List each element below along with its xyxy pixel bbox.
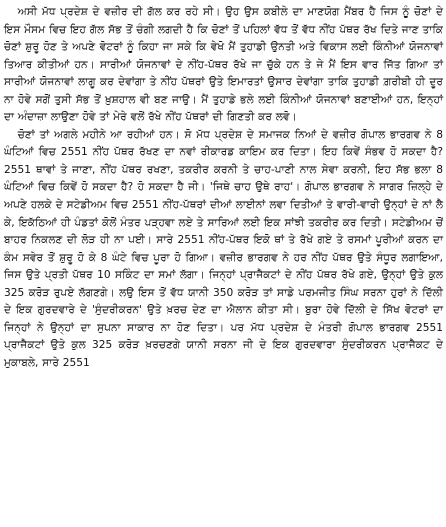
- article-paragraph-2: ਚੋਣਾਂ ਤਾਂ ਅਗਲੇ ਮਹੀਨੇ ਆ ਰਹੀਆਂ ਹਨ। ਸੋ ਮੱਧ ਪ੍ਰਦੇਸ਼ ਦੇ ਸਮਾਜਕ ਨਿਆਂ ਦੇ ਵਜ਼ੀਰ ਗੋਪਾਲ ਭਾਰਗਵ ਨੇ 8 ਘੰਟਿਆਂ ਵਿਚ 2551 ਨੀਂਹ ਪੱਥਰ ਰੱਖਣ ਦਾ ਨਵਾਂ ਰੀਕਾਰਡ ਕਾਇਮ ਕਰ ਦਿਤਾ। ਇਹ ਕਿਵੇਂ ਸੰਭਵ ਹੋ ਸਕਦਾ ਹੈ? 2551 ਥਾਵਾਂ ਤੇ ਜਾਣਾ, ਨੀਂਹ ਪੱਥਰ ਰਖਣਾ, ਤਕਰੀਰ ਕਰਨੀ ਤੇ ਚਾਹ-ਪਾਣੀ ਨਾਲ ਸੇਵਾ ਕਰਨੀ, ਇਹ ਸੱਭ ਭਲਾ 8 ਘੰਟਿਆਂ ਵਿਚ ਕਿਵੇਂ ਹੋ ਸਕਦਾ ਹੈ? ਹੋ ਸਕਦਾ ਹੈ ਜੀ। 'ਜਿਥੇ ਚਾਹ ਉਥੇ ਰਾਹ'। ਗੋਪਾਲ ਭਾਰਗਵ ਨੇ ਸਾਗਰ ਜ਼ਿਲ੍ਹੇ ਦੇ ਅਪਣੇ ਹਲਕੇ ਦੇ ਸਟੇਡੀਅਮ ਵਿਚ 2551 ਨੀਂਹ-ਪੱਥਰਾਂ ਦੀਆਂ ਲਾਈਨਾਂ ਲਵਾ ਦਿਤੀਆਂ ਤੇ ਵਾਰੀ-ਵਾਰੀ ਉਨ੍ਹਾਂ ਦੇ ਨਾਂ ਲੈ ਕੇ, ਇਕੱਠਿਆਂ ਹੀ ਪੰਡਤਾਂ ਕੋਲੋਂ ਮੰਤਰ ਪੜ੍ਹਵਾ ਲਏ ਤੇ ਸਾਰਿਆਂ ਲਈ ਇਕ ਸਾਂਝੀ ਤਕਰੀਰ ਕਰ ਦਿਤੀ। ਸਟੇਡੀਅਮ ਚੋਂ ਬਾਹਰ ਨਿਕਲਣ ਦੀ ਲੋੜ ਹੀ ਨਾ ਪਈ। ਸਾਰੇ 2551 ਨੀਂਹ-ਪੱਥਰ ਇਕੋ ਥਾਂ ਤੇ ਰੱਖੇ ਗਏ ਤੇ ਰਸਮਾਂ ਪੂਰੀਆਂ ਕਰਨ ਦਾ ਕੰਮ ਸਵੇਰ ਤੋਂ ਸ਼ੁਰੂ ਹੋ ਕੇ 8 ਘੰਟੇ ਵਿਚ ਪੂਰਾ ਹੋ ਗਿਆ। ਵਜ਼ੀਰ ਭਾਰਗਵ ਨੇ ਹਰ ਨੀਂਹ ਪੱਥਰ ਉਤੇ ਸੰਧੂਰ ਲਗਾਇਆ, ਜਿਸ ਉਤੇ ਪ੍ਰਤੀ ਪੱਥਰ 10 ਸਕਿੰਟ ਦਾ ਸਮਾਂ ਲੱਗਾ। ਜਿਨ੍ਹਾਂ ਪ੍ਰਾਜੈਕਟਾਂ ਦੇ ਨੀਂਹ ਪੱਥਰ ਰੱਖੇ ਗਏ, ਉਨ੍ਹਾਂ ਉਤੇ ਕੁਲ 325 ਕਰੋੜ ਰੁਪਏ ਲੱਗਣਗੇ। ਲਉ ਇਸ ਤੋਂ ਵੱਧ ਯਾਨੀ 350 ਕਰੋੜ ਤਾਂ ਸਾਡੇ ਪਰਮਜੀਤ ਸਿੰਘ ਸਰਨਾ ਹੁਰਾਂ ਨੇ ਦਿੱਲੀ ਦੇ ਇਕ ਗੁਰਦਵਾਰੇ ਦੇ 'ਸੁੰਦਰੀਕਰਨ' ਉਤੇ ਖ਼ਰਚ ਦੇਣ ਦਾ ਐਲਾਨ ਕੀਤਾ ਸੀ। ਬੁਰਾ ਹੋਵੇ ਦਿੱਲੀ ਦੇ ਸਿੱਖ ਵੋਟਰਾਂ ਦਾ ਜਿਨ੍ਹਾਂ ਨੇ ਉਨ੍ਹਾਂ ਦਾ ਸੁਪਨਾ ਸਾਕਾਰ ਨਾ ਹੋਣ ਦਿਤਾ। ਪਰ ਮੱਧ ਪ੍ਰਦੇਸ਼ ਦੇ ਮੰਤਰੀ ਗੋਪਾਲ ਭਾਰਗਵ 2551 ਪ੍ਰਾਜੈਕਟਾਂ ਉਤੇ ਕੁਲ 325 ਕਰੋੜ ਖ਼ਰਚਣਗੇ ਯਾਨੀ ਸਰਨਾ ਜੀ ਦੇ ਇਕ ਗੁਰਦਵਾਰਾ ਸੁੰਦਰੀਕਰਨ ਪ੍ਰਾਜੈਕਟ ਦੇ ਮੁਕਾਬਲੇ, ਸਾਰੇ 2551: [4, 128, 443, 369]
- article-paragraph-1: ਅਸੀ ਮੱਧ ਪ੍ਰਦੇਸ਼ ਦੇ ਵਜ਼ੀਰ ਦੀ ਗੱਲ ਕਰ ਰਹੇ ਸੀ। ਉਹ ਉਸ ਕਬੀਲੇ ਦਾ ਮਾਣਯੋਗ ਮੈਂਬਰ ਹੈ ਜਿਸ ਨੂੰ ਚੋਣਾਂ ਦੇ ਇਸ ਮੌਸਮ ਵਿਚ ਇਹ ਗੱਲ ਸੱਭ ਤੋਂ ਚੰਗੀ ਲਗਦੀ ਹੈ ਕਿ ਚੋਣਾਂ ਤੋਂ ਪਹਿਲਾਂ ਵੱਧ ਤੋਂ ਵੱਧ ਨੀਂਹ ਪੱਥਰ ਰੱਖ ਦਿਤੇ ਜਾਣ ਤਾਕਿ ਚੋਣਾਂ ਸ਼ੁਰੂ ਹੋਣ ਤੇ ਅਪਣੇ ਵੋਟਰਾਂ ਨੂੰ ਕਿਹਾ ਜਾ ਸਕੇ ਕਿ ਵੇਖੋ ਮੈਂ ਤੁਹਾਡੀ ਉਨਤੀ ਅਤੇ ਵਿਕਾਸ ਲਈ ਕਿੰਨੀਆਂ ਯੋਜਨਾਵਾਂ ਤਿਆਰ ਕੀਤੀਆਂ ਹਨ। ਸਾਰੀਆਂ ਯੋਜਨਾਵਾਂ ਦੇ ਨੀਂਹ-ਪੱਥਰ ਰੱਖੇ ਜਾ ਚੁੱਕੇ ਹਨ ਤੇ ਜੇ ਮੈਂ ਇਸ ਵਾਰ ਜਿੱਤ ਗਿਆ ਤਾਂ ਸਾਰੀਆਂ ਯੋਜਨਾਵਾਂ ਲਾਗੂ ਕਰ ਦੇਵਾਂਗਾ ਤੇ ਨੀਂਹ ਪੱਥਰਾਂ ਉਤੇ ਇਮਾਰਤਾਂ ਉਸਾਰ ਦੇਵਾਂਗਾ ਤਾਕਿ ਤੁਹਾਡੀ ਗ਼ਰੀਬੀ ਹੀ ਦੂਰ ਨਾ ਹੋਵੇ ਸਗੋਂ ਤੁਸੀ ਸੱਭ ਤੋਂ ਖ਼ੁਸ਼ਹਾਲ ਵੀ ਬਣ ਜਾਉ। ਮੈਂ ਤੁਹਾਡੇ ਭਲੇ ਲਈ ਕਿੰਨੀਆਂ ਯੋਜਨਾਵਾਂ ਬਣਾਈਆਂ ਹਨ, ਇਨ੍ਹਾਂ ਦਾ ਅੰਦਾਜ਼ਾ ਲਾਉਣਾ ਹੋਵੇ ਤਾਂ ਮੇਰੇ ਵਲੋਂ ਰੱਖੇ ਨੀਂਹ ਪੱਥਰਾਂ ਦੀ ਗਿਣਤੀ ਕਰ ਲਵੋ।: [4, 6, 443, 124]
